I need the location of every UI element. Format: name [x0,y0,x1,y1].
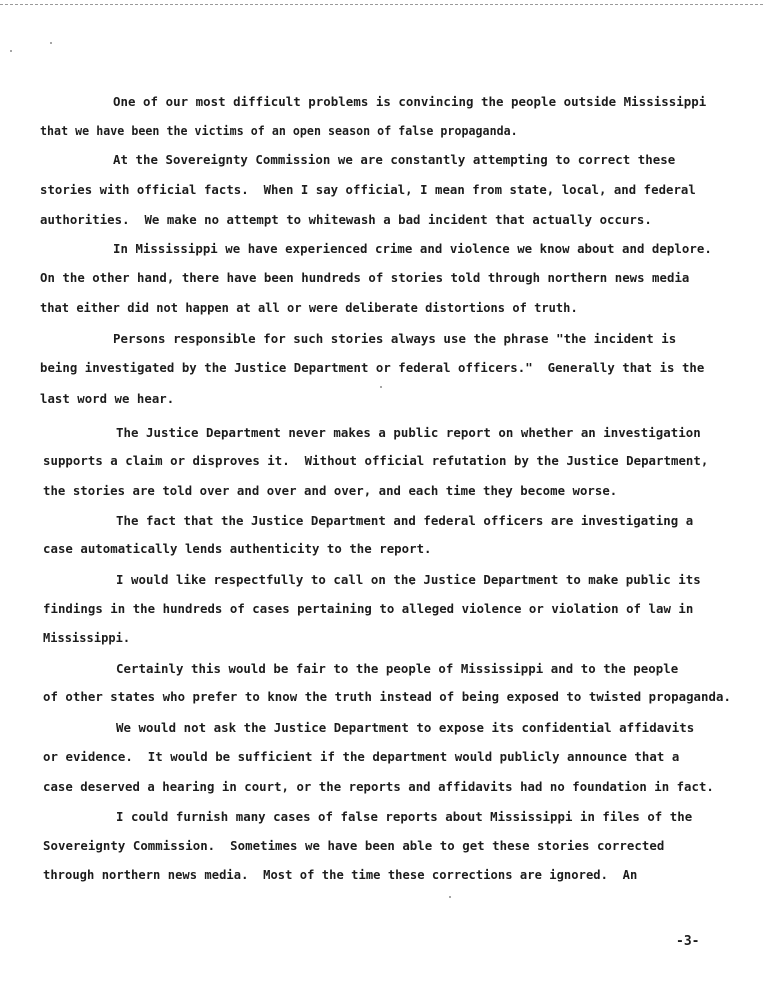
text-line: We would not ask the Justice Department to expose its confidential affidavits [116,720,695,735]
text-line: I would like respectfully to call on the Justice Department to make public its [116,572,701,587]
text-line: The fact that the Justice Department and federal officers are investigating a [116,513,694,528]
text-line: One of our most difficult problems is convincing the people outside Mississippi [113,94,707,109]
text-line: the stories are told over and over and over, and each time they become worse. [43,483,618,498]
text-line: On the other hand, there have been hundreds of stories told through northern news media [40,270,690,285]
text-line: stories with official facts. When I say official, I mean from state, local, and federal [40,182,696,197]
text-line: authorities. We make no attempt to whitewash a bad incident that actually occurs. [40,212,652,227]
text-line: Mississippi. [43,630,131,645]
text-line: I could furnish many cases of false reports about Mississippi in files of the [116,809,693,824]
text-line: that either did not happen at all or were deliberate distortions of truth. [40,300,578,315]
text-line: The Justice Department never makes a public report on whether an investigation [116,425,701,440]
text-line: being investigated by the Justice Department or federal officers." Generally that is the [40,360,705,375]
text-line: Certainly this would be fair to the people of Mississippi and to the people [116,661,679,676]
text-line: At the Sovereignty Commission we are constantly attempting to correct these [113,152,676,167]
page-number: -3- [676,934,700,949]
text-line: of other states who prefer to know the truth instead of being exposed to twisted propaganda. [43,689,731,704]
text-line: findings in the hundreds of cases pertaining to alleged violence or violation of law in [43,601,694,616]
text-line: In Mississippi we have experienced crime and violence we know about and deplore. [113,241,712,256]
text-line: or evidence. It would be sufficient if the department would publicly announce that a [43,749,680,764]
text-line: through northern news media. Most of the time these corrections are ignored. An [43,867,638,882]
text-line: Persons responsible for such stories always use the phrase "the incident is [113,331,677,346]
text-line: case deserved a hearing in court, or the reports and affidavits had no foundation in fact. [43,779,714,794]
text-line: that we have been the victims of an open season of false propaganda. [40,123,518,138]
text-line: last word we hear. [40,391,175,406]
text-line: Sovereignty Commission. Sometimes we have been able to get these stories corrected [43,838,665,853]
text-line: case automatically lends authenticity to the report. [43,541,432,556]
page-top-edge [0,4,763,5]
text-line: supports a claim or disproves it. Without official refutation by the Justice Department, [43,453,709,468]
